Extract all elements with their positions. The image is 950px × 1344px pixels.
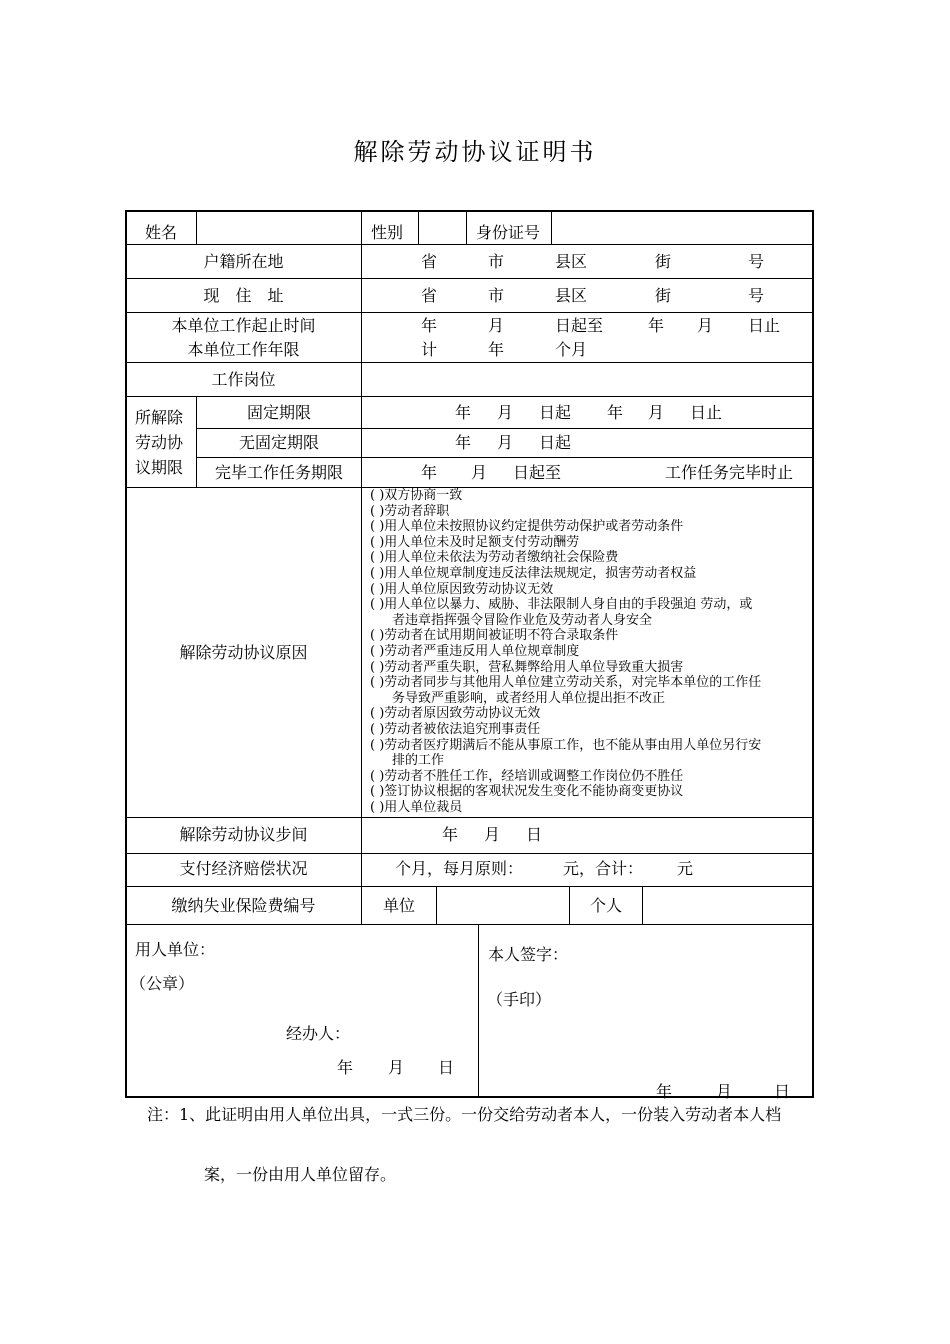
reasons-label: 解除劳动协议原因 <box>179 643 308 662</box>
term-group-label: 劳动协 <box>135 433 184 452</box>
position-label: 工作岗位 <box>211 370 276 389</box>
page-title: 解除劳动协议证明书 <box>353 138 597 166</box>
row-divider <box>197 428 814 429</box>
fixed-start-year: 年 <box>455 403 472 422</box>
address-street: 街 <box>655 286 672 305</box>
hukou-city: 市 <box>488 252 505 271</box>
termination-day: 日 <box>526 825 543 844</box>
reason-text: ( )签订协议根据的客观状况发生变化不能协商变更协议 <box>370 784 684 800</box>
row-divider <box>126 244 814 245</box>
fixed-term-label: 固定期限 <box>246 403 311 422</box>
address-city: 市 <box>488 286 505 305</box>
employee-year: 年 <box>656 1082 673 1101</box>
reason-text: ( )劳动者被依法追究刑事责任 <box>370 721 541 737</box>
fixed-end-month: 月 <box>648 403 665 422</box>
hukou-county: 县区 <box>555 252 588 271</box>
col-divider <box>436 886 437 924</box>
compensation-monthly: 个月，每月原则： <box>395 859 524 878</box>
note-line-1: 注：1、此证明由用人单位出具，一式三份。一份交给劳动者本人，一份装入劳动者本人档 <box>147 1105 782 1124</box>
reason-item <box>370 706 810 722</box>
task-start-month: 月 <box>471 463 488 482</box>
reason-item <box>370 800 810 816</box>
hukou-province: 省 <box>421 252 438 271</box>
end-month: 月 <box>697 316 714 335</box>
insurance-label: 缴纳失业保险费编号 <box>171 896 316 915</box>
note-line-2: 案，一份由用人单位留存。 <box>204 1165 397 1184</box>
total-years: 年 <box>488 340 505 359</box>
col-divider <box>642 886 643 924</box>
task-start-year: 年 <box>421 463 438 482</box>
task-term-label: 完毕工作任务期限 <box>214 463 343 482</box>
end-day: 日止 <box>748 316 781 335</box>
reason-item <box>370 504 810 520</box>
reason-item <box>370 519 810 535</box>
unfixed-start-year: 年 <box>455 433 472 452</box>
reason-text: ( )用人单位未依法为劳动者缴纳社会保险费 <box>370 550 619 566</box>
employee-signature-label: 本人签字： <box>488 945 569 964</box>
start-month: 月 <box>488 316 505 335</box>
reason-item <box>370 488 810 504</box>
row-divider <box>126 886 814 887</box>
reason-item <box>370 597 810 628</box>
row-divider <box>126 362 814 363</box>
reason-item <box>370 628 810 644</box>
reason-text: ( )用人单位以暴力、威胁、非法限制人身自由的手段强迫 劳动，或 <box>370 597 753 613</box>
col-divider <box>196 211 197 244</box>
insurance-personal-label: 个人 <box>589 896 622 915</box>
employee-fingerprint: （手印） <box>487 990 552 1009</box>
fixed-end-year: 年 <box>607 403 624 422</box>
reason-item <box>370 660 810 676</box>
termination-year: 年 <box>442 825 459 844</box>
row-divider <box>126 312 814 313</box>
work-years-label: 本单位工作年限 <box>187 340 300 359</box>
row-divider <box>197 457 814 458</box>
reason-text: ( )劳动者同步与其他用人单位建立劳动关系，对完毕本单位的工作任 <box>370 675 762 691</box>
reason-text: ( )用人单位未按照协议约定提供劳动保护或者劳动条件 <box>370 519 684 535</box>
end-year: 年 <box>648 316 665 335</box>
col-divider <box>361 211 362 924</box>
col-divider <box>466 211 467 244</box>
reason-item <box>370 644 810 660</box>
insurance-unit-label: 单位 <box>382 896 415 915</box>
reason-text: ( )用人单位原因致劳动协议无效 <box>370 581 554 597</box>
col-divider <box>478 924 479 1098</box>
employer-seal: （公章） <box>130 974 195 993</box>
row-divider <box>126 817 814 818</box>
fixed-start-month: 月 <box>497 403 514 422</box>
reason-text: ( )劳动者原因致劳动协议无效 <box>370 706 541 722</box>
name-label: 姓名 <box>145 223 178 242</box>
address-number: 号 <box>748 286 765 305</box>
reason-text: ( )劳动者不胜任工作，经培训或调整工作岗位仍不胜任 <box>370 768 684 784</box>
term-group-label: 所解除 <box>135 408 184 427</box>
employer-year: 年 <box>337 1058 354 1077</box>
fixed-start-day: 日起 <box>539 403 572 422</box>
employer-day: 日 <box>438 1058 455 1077</box>
col-divider <box>551 211 552 244</box>
compensation-total-label: 元，合计： <box>563 859 644 878</box>
reason-item <box>370 784 810 800</box>
start-day-to: 日起至 <box>555 316 604 335</box>
compensation-label: 支付经济赔偿状况 <box>179 859 308 878</box>
reason-text: ( )用人单位裁员 <box>370 799 463 815</box>
work-period-label: 本单位工作起止时间 <box>171 316 316 335</box>
unfixed-term-label: 无固定期限 <box>238 433 319 452</box>
col-divider <box>418 211 419 244</box>
reason-text-continued: 者违章指挥强令冒险作业危及劳动者人身安全 <box>392 612 653 628</box>
employee-day: 日 <box>774 1082 791 1101</box>
reason-text: ( )用人单位规章制度违反法律法规规定，损害劳动者权益 <box>370 565 697 581</box>
handler-label: 经办人： <box>286 1024 351 1043</box>
reason-text-continued: 务导致严重影响，或者经用人单位提出拒不改正 <box>392 690 666 706</box>
row-divider <box>126 278 814 279</box>
id-number-label: 身份证号 <box>476 223 541 242</box>
row-divider <box>126 396 814 397</box>
row-divider <box>126 853 814 854</box>
reason-text: ( )用人单位未及时足额支付劳动酬劳 <box>370 534 580 550</box>
start-year: 年 <box>421 316 438 335</box>
reason-item <box>370 566 810 582</box>
hukou-label: 户籍所在地 <box>203 252 284 271</box>
task-end-text: 工作任务完毕时止 <box>665 463 794 482</box>
row-divider <box>126 924 814 925</box>
address-province: 省 <box>421 286 438 305</box>
hukou-street: 街 <box>655 252 672 271</box>
reason-item <box>370 738 810 769</box>
unfixed-start-month: 月 <box>497 433 514 452</box>
reason-item <box>370 769 810 785</box>
hukou-number: 号 <box>748 252 765 271</box>
task-start-day: 日起至 <box>513 463 562 482</box>
total-label: 计 <box>421 340 438 359</box>
employer-month: 月 <box>388 1058 405 1077</box>
compensation-total-unit: 元 <box>677 859 694 878</box>
termination-date-label: 解除劳动协议步间 <box>179 825 308 844</box>
reason-text: ( )劳动者辞职 <box>370 503 450 519</box>
reason-text: ( )劳动者严重违反用人单位规章制度 <box>370 643 580 659</box>
reason-item <box>370 550 810 566</box>
reason-text: ( )劳动者严重失职，营私舞弊给用人单位导致重大损害 <box>370 659 684 675</box>
employer-label: 用人单位： <box>135 940 216 959</box>
gender-label: 性别 <box>371 223 404 242</box>
employee-month: 月 <box>716 1082 733 1101</box>
reason-text: ( )双方协商一致 <box>370 488 463 503</box>
reasons-list <box>370 488 810 815</box>
fixed-end-day: 日止 <box>690 403 723 422</box>
reason-item <box>370 535 810 551</box>
reason-text: ( )劳动者在试用期间被证明不符合录取条件 <box>370 628 619 644</box>
address-label: 现 住 址 <box>203 286 284 305</box>
reason-item <box>370 675 810 706</box>
address-county: 县区 <box>555 286 588 305</box>
term-group-label: 议期限 <box>135 458 184 477</box>
total-months: 个月 <box>555 340 588 359</box>
unfixed-start-day: 日起 <box>539 433 572 452</box>
termination-month: 月 <box>484 825 501 844</box>
reason-item <box>370 722 810 738</box>
reason-text-continued: 排的工作 <box>392 753 445 769</box>
reason-text: ( )劳动者医疗期满后不能从事原工作，也不能从事由用人单位另行安 <box>370 737 762 753</box>
reason-item <box>370 582 810 598</box>
